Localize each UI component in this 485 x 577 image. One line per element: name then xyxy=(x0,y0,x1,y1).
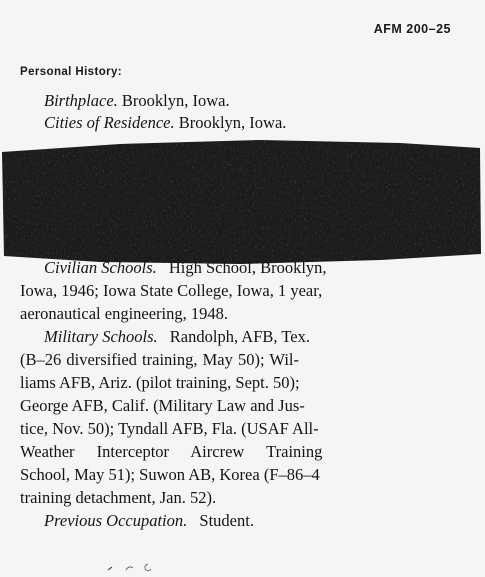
civilian-line-1 xyxy=(44,258,327,278)
previous-occupation-line xyxy=(44,511,254,531)
residence-line xyxy=(44,113,286,133)
military-line-6: Weather Interceptor Aircrew Training xyxy=(20,442,323,461)
military-line-5: tice, Nov. 50); Tyndall AFB, Fla. (USAF All- xyxy=(20,419,319,438)
birthplace-value: Brooklyn, Iowa. xyxy=(121,91,230,110)
military-line-8: training detachment, Jan. 52). xyxy=(20,488,217,507)
military-text-1: Randolph, AFB, Tex. xyxy=(169,327,310,346)
residence-label: Cities of Residence. xyxy=(44,113,175,132)
military-line-4: George AFB, Calif. (Military Law and Jus- xyxy=(20,396,305,415)
military-line-2: (B–26 diversified training, May 50); Wil- xyxy=(20,350,299,369)
civilian-line-3: aeronautical engineering, 1948. xyxy=(20,304,228,323)
military-label: Military Schools. xyxy=(44,327,158,346)
section-title: Personal History: xyxy=(20,66,123,78)
civilian-label: Civilian Schools. xyxy=(44,258,157,277)
military-line-7: School, May 51); Suwon AB, Korea (F–86–4 xyxy=(20,465,320,484)
stray-marks xyxy=(104,558,174,574)
birthplace-label: Birthplace. xyxy=(44,91,118,110)
previous-occupation-value: Student. xyxy=(199,511,254,530)
civilian-text-1: High School, Brooklyn, xyxy=(168,258,327,277)
previous-occupation-label: Previous Occupation. xyxy=(44,511,188,530)
military-line-1 xyxy=(44,327,310,347)
document-code: AFM 200–25 xyxy=(373,22,451,36)
birthplace-line xyxy=(44,91,230,111)
redaction-block xyxy=(0,138,482,266)
military-line-3: liams AFB, Ariz. (pilot training, Sept. 50); xyxy=(20,373,300,392)
civilian-line-2: Iowa, 1946; Iowa State College, Iowa, 1 year, xyxy=(20,281,323,300)
residence-value: Brooklyn, Iowa. xyxy=(178,113,287,132)
